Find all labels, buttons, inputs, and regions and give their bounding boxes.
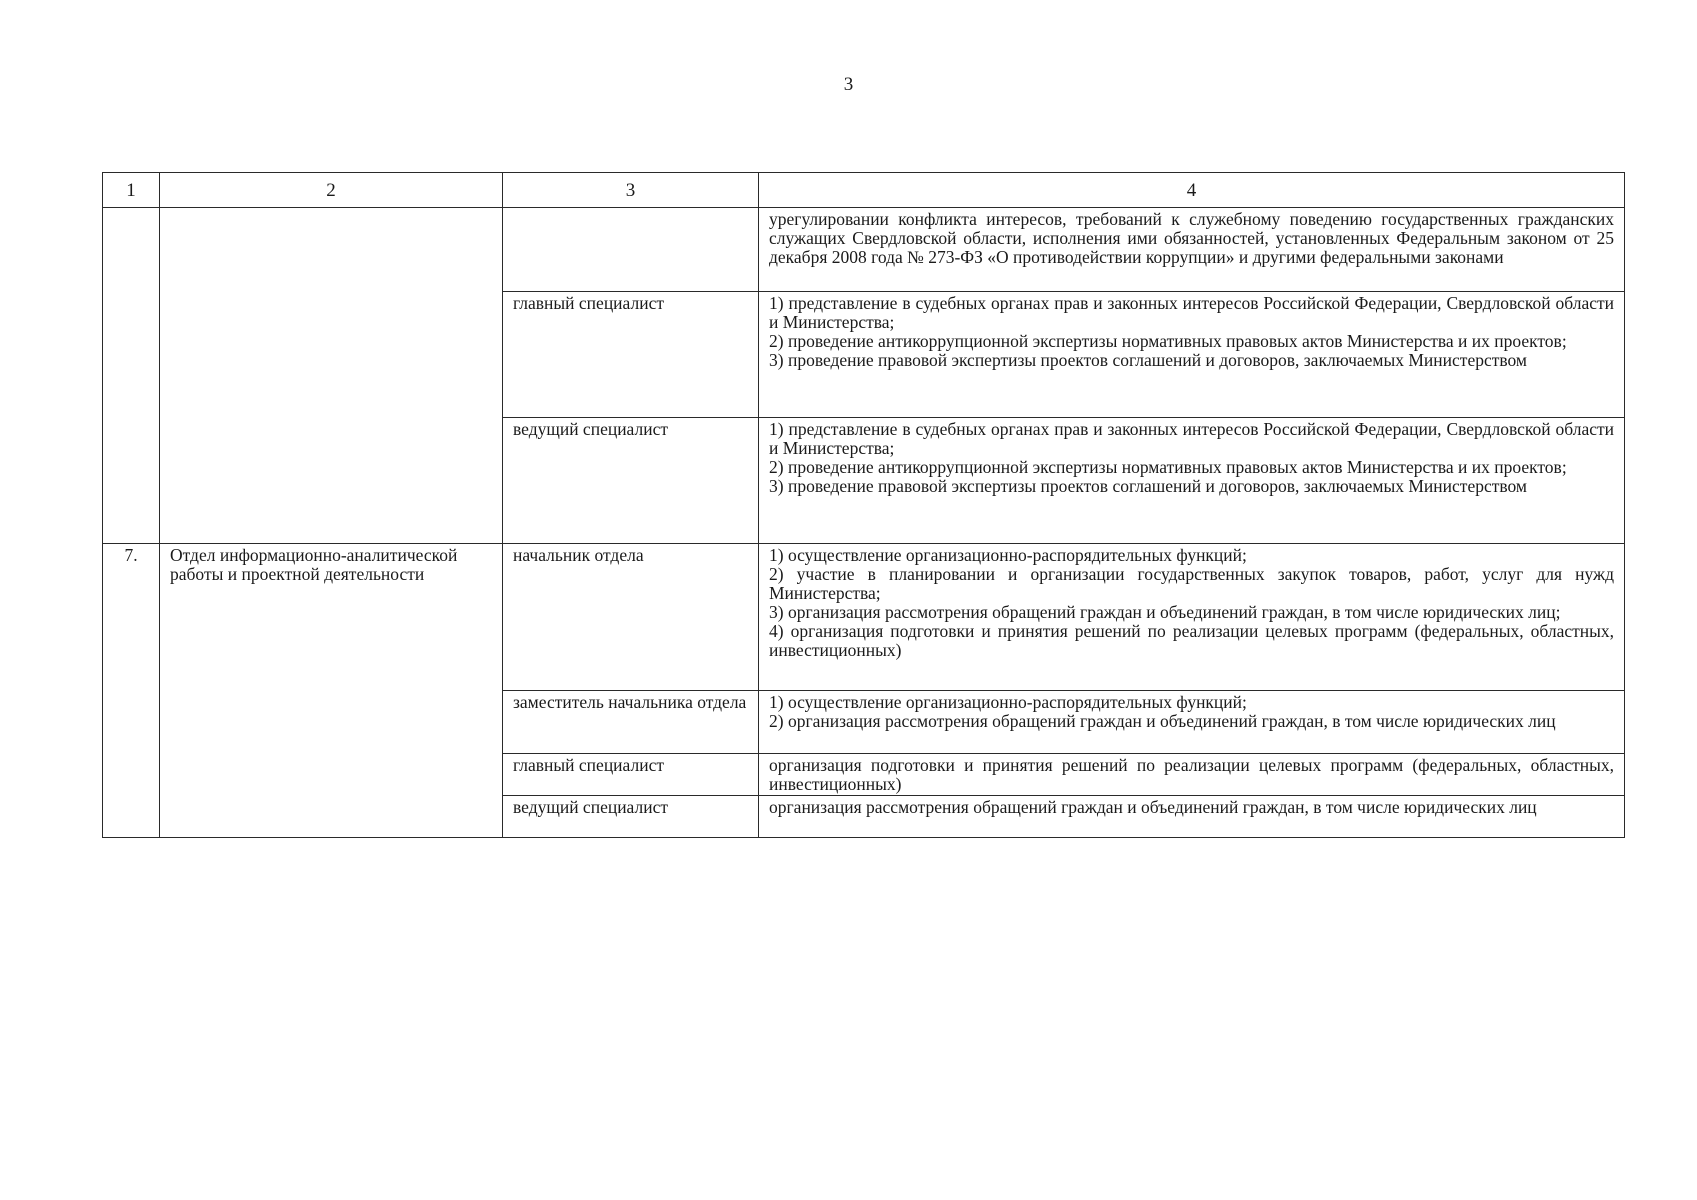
position-cell: ведущий специалист xyxy=(503,796,759,838)
duty-text: 3) проведение правовой экспертизы проектов соглашений и договоров, заключаемых Министерством xyxy=(769,476,1528,496)
duties-cell xyxy=(759,544,1625,691)
page-number: 3 xyxy=(843,74,854,95)
row-number-cell: 7. xyxy=(103,544,160,838)
duty-text: 4) организация подготовки и принятия решений по реализации целевых программ (федеральных, областных, инвестиционных) xyxy=(769,621,1614,660)
department-cell xyxy=(160,208,503,544)
duty-text: организация подготовки и принятия решений по реализации целевых программ (федеральных, областных, инвестиционных) xyxy=(769,755,1614,794)
duties-cell xyxy=(759,292,1625,418)
duties-cell xyxy=(759,691,1625,754)
duty-text: 3) организация рассмотрения обращений граждан и объединений граждан, в том числе юридических лиц; xyxy=(769,602,1561,622)
duty-text: 2) участие в планировании и организации государственных закупок товаров, работ, услуг для нужд Министерства; xyxy=(769,564,1614,603)
duty-text: урегулировании конфликта интересов, требований к служебному поведению государственных гражданских служащих Свердловской области, исполнения ими обязанностей, установленных Федеральным законом от 25 декабря 2008 года № 273-ФЗ «О противодействии коррупции» и другими федеральными законами xyxy=(769,209,1614,267)
duty-text: 1) осуществление организационно-распорядительных функций; xyxy=(769,545,1247,565)
department-cell: Отдел информационно-аналитической работы и проектной деятельности xyxy=(160,544,503,838)
duty-text: 2) проведение антикоррупционной экспертизы нормативных правовых актов Министерства и их проектов; xyxy=(769,331,1567,351)
header-cell-4: 4 xyxy=(759,173,1625,208)
header-cell-1: 1 xyxy=(103,173,160,208)
duty-text: 1) осуществление организационно-распорядительных функций; xyxy=(769,692,1247,712)
table-row xyxy=(103,208,1625,292)
position-cell: начальник отдела xyxy=(503,544,759,691)
header-cell-3: 3 xyxy=(503,173,759,208)
duties-cell xyxy=(759,796,1625,838)
position-cell xyxy=(503,208,759,292)
duty-text: 1) представление в судебных органах прав и законных интересов Российской Федерации, Свердловской области и Министерства; xyxy=(769,293,1614,332)
header-cell-2: 2 xyxy=(160,173,503,208)
row-number-cell xyxy=(103,208,160,544)
duties-table-body xyxy=(103,173,1625,838)
position-cell: заместитель начальника отдела xyxy=(503,691,759,754)
table-header-row xyxy=(103,173,1625,208)
duty-text: организация рассмотрения обращений граждан и объединений граждан, в том числе юридических лиц xyxy=(769,797,1537,817)
duty-text: 2) проведение антикоррупционной экспертизы нормативных правовых актов Министерства и их проектов; xyxy=(769,457,1567,477)
duties-cell xyxy=(759,418,1625,544)
position-cell: главный специалист xyxy=(503,754,759,796)
duty-text: 2) организация рассмотрения обращений граждан и объединений граждан, в том числе юридических лиц xyxy=(769,711,1556,731)
position-cell: главный специалист xyxy=(503,292,759,418)
duties-cell xyxy=(759,754,1625,796)
duties-cell xyxy=(759,208,1625,292)
position-cell: ведущий специалист xyxy=(503,418,759,544)
duties-table xyxy=(102,172,1625,838)
table-row xyxy=(103,544,1625,691)
duty-text: 3) проведение правовой экспертизы проектов соглашений и договоров, заключаемых Министерством xyxy=(769,350,1528,370)
duty-text: 1) представление в судебных органах прав и законных интересов Российской Федерации, Свердловской области и Министерства; xyxy=(769,419,1614,458)
